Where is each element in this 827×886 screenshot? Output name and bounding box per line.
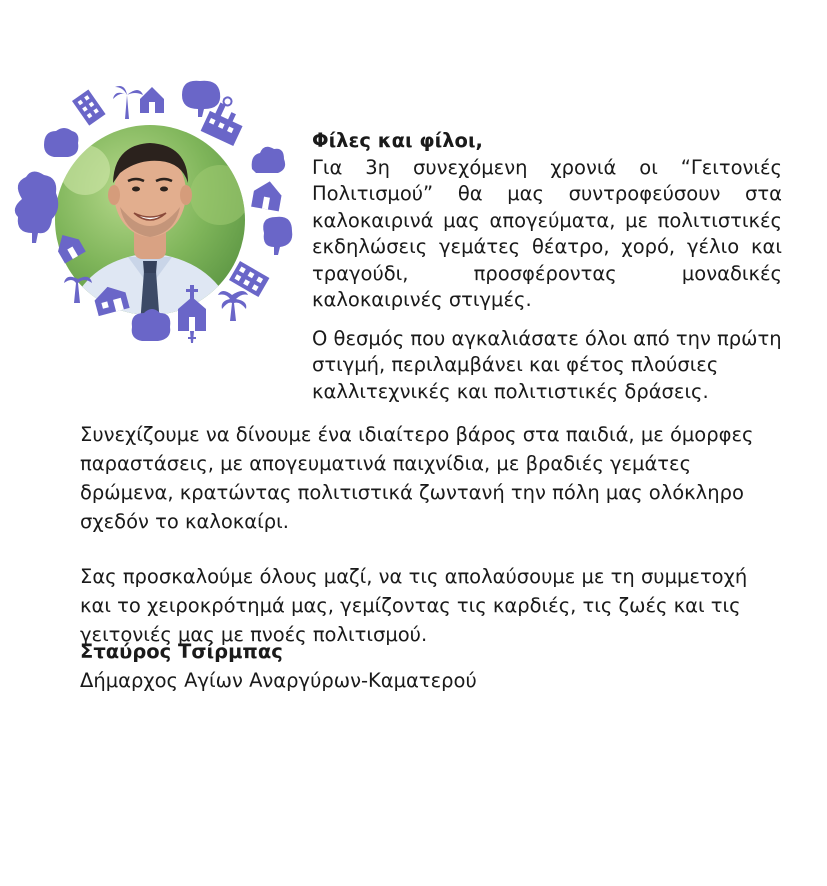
apartment-block-icon	[229, 261, 269, 297]
paragraph-institution: Ο θεσμός που αγκαλιάσατε όλοι από την πρώτη στιγμή, περιλαμβάνει και φέτος πλούσιες καλλιτεχνικές και πολιτιστικές δράσεις.	[312, 326, 782, 403]
intro-text-block	[312, 128, 782, 405]
portrait-graphic	[10, 75, 295, 350]
house-icon	[140, 87, 164, 113]
greeting: Φίλες και φίλοι,	[312, 129, 483, 152]
fountain-icon	[218, 291, 248, 321]
mayor-portrait-with-icon-ring	[10, 75, 295, 350]
palm-tree-icon	[113, 86, 143, 119]
signature-block	[80, 637, 680, 695]
paragraph-invitation: Σας προσκαλούμε όλους μαζί, να τις απολαύσουμε με τη συμμετοχή και το χειροκρότημά μας, γεμίζοντας τις καρδιές, τις ζωές και τις γειτονιές μας με πνοές πολιτισμού.	[80, 565, 748, 646]
main-text-block	[80, 420, 780, 649]
signatory-name: Σταύρος Τσίρμπας	[80, 640, 283, 663]
bush-icon	[252, 147, 285, 173]
signatory-title: Δήμαρχος Αγίων Αναργύρων-Καματερού	[80, 669, 477, 692]
paragraph-children: Συνεχίζουμε να δίνουμε ένα ιδιαίτερο βάρος στα παιδιά, με όμορφες παραστάσεις, με απογευματινά παιχνίδια, με βραδιές γεμάτες δρώμενα, κρατώντας πολιτιστικά ζωντανή την πόλη μας ολόκληρο σχεδόν το καλοκαίρι.	[80, 423, 754, 533]
cottage-icon	[251, 179, 283, 211]
paragraph-festival-intro: Για 3η συνεχόμενη χρονιά οι “Γειτονιές Πολιτισμού” θα μας συντροφεύσουν στα καλοκαιρινά μας απογεύματα, με πολιτιστικές εκδηλώσεις γεμάτες θέατρο, χορό, γέλιο και τραγούδι, προσφέροντας μοναδικές καλοκαιρινές στιγμές.	[312, 155, 782, 311]
tree-icon	[182, 81, 220, 117]
left-bush-icon	[44, 128, 78, 157]
large-tree-icon	[15, 171, 58, 243]
round-tree-icon	[263, 217, 292, 255]
apartment-building-icon	[72, 90, 106, 126]
